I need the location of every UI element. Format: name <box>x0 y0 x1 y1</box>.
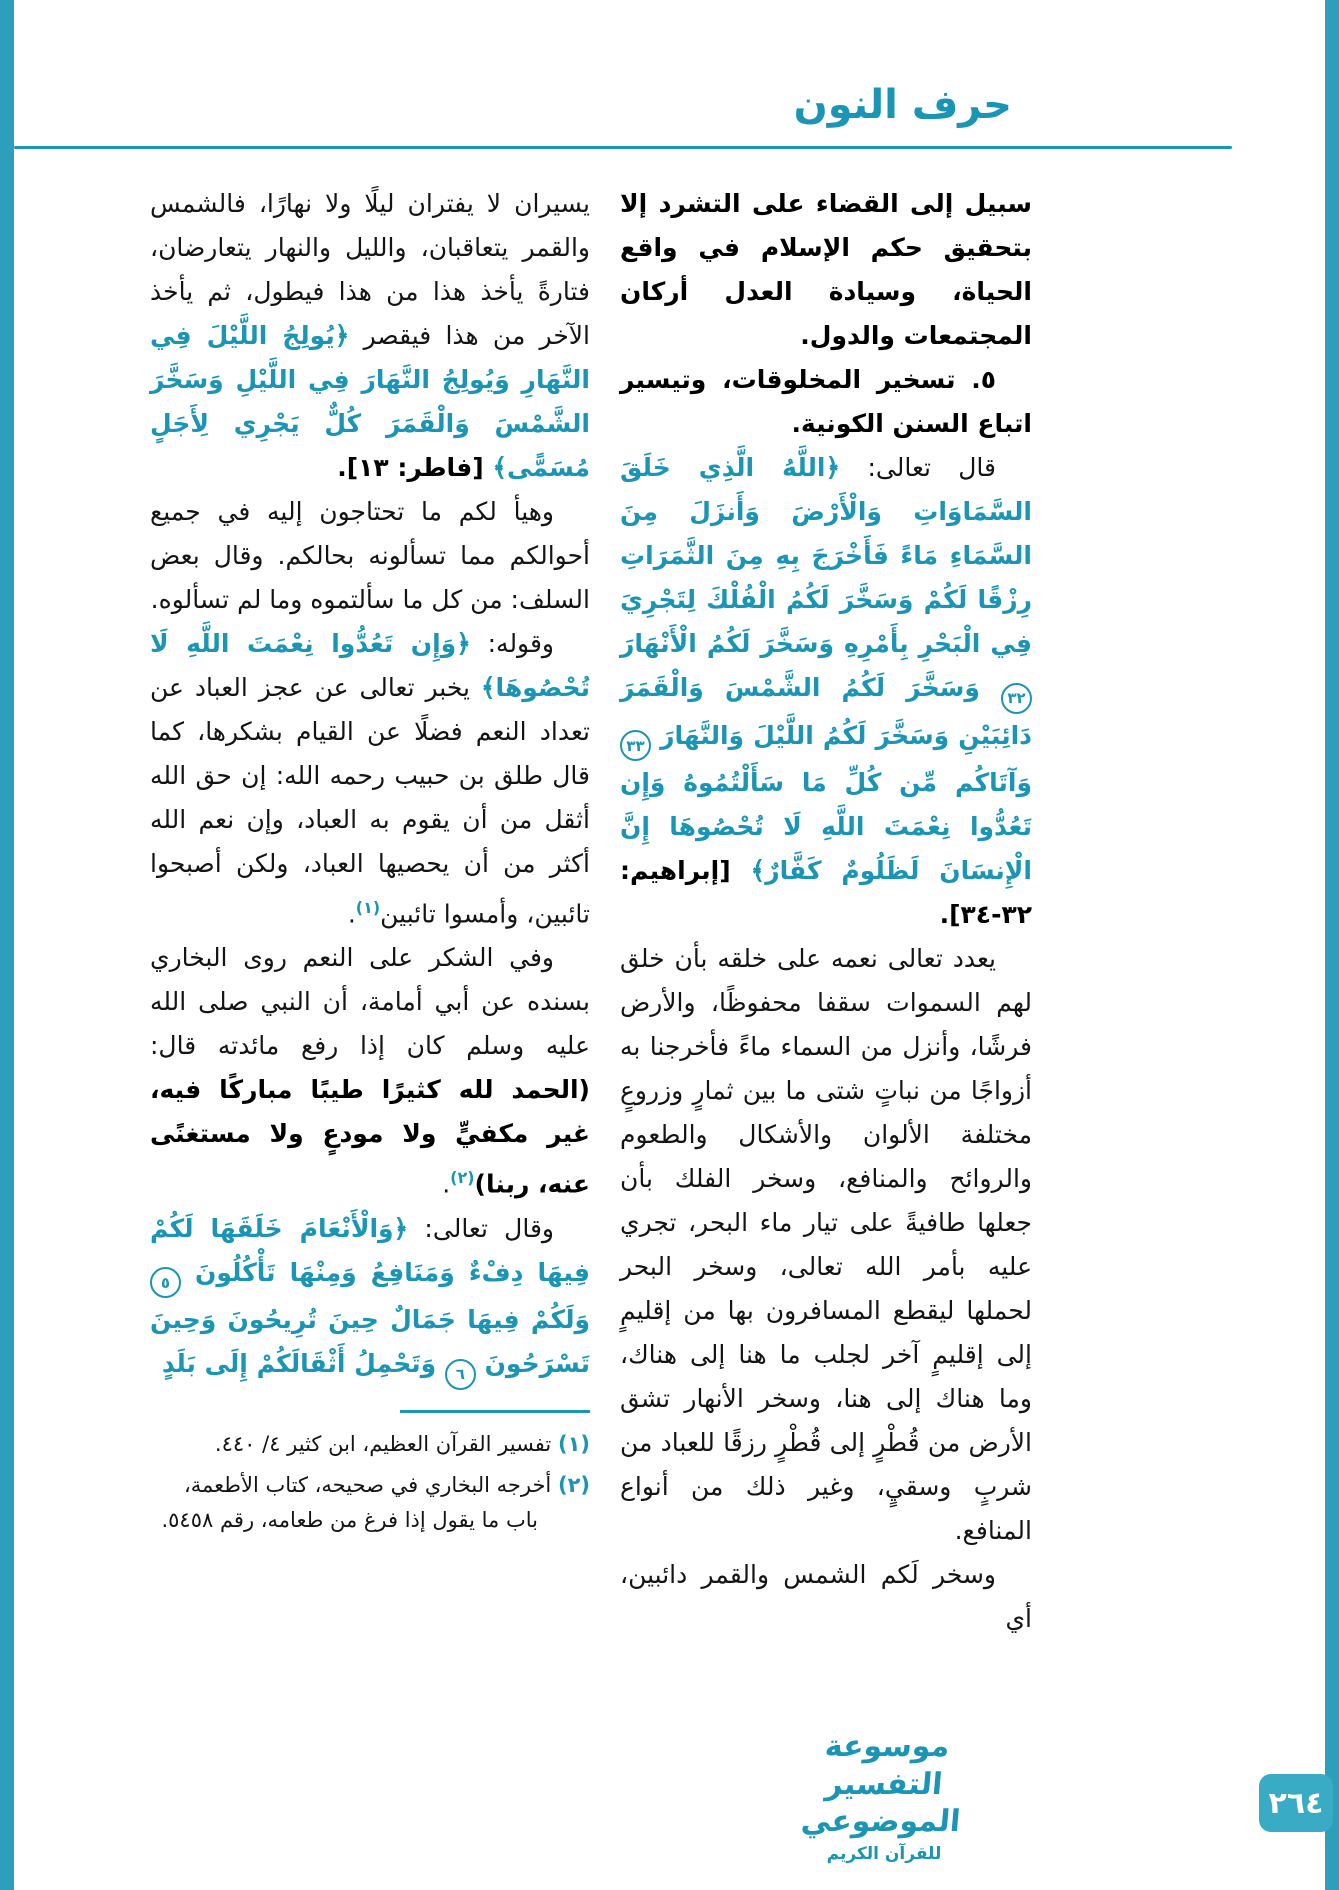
text-segment: . <box>347 899 356 929</box>
publisher-emblem-subtitle: للقرآن الكريم <box>826 1844 942 1864</box>
page-content <box>150 182 1032 1641</box>
header-rule <box>14 146 1232 149</box>
quran-verse: وَآتَاكُم مِّن كُلِّ مَا سَأَلْتُمُوهُ وَإِن تَعُدُّوا نِعْمَتَ اللَّهِ لَا تُحْصُوهَا إِنَّ الْإِنسَانَ لَظَلُومٌ كَفَّارٌ﴾ <box>620 768 1032 885</box>
quran-verse: ﴿يُولِجُ اللَّيْلَ فِي النَّهَارِ وَيُولِجُ النَّهَارَ فِي اللَّيْلِ وَسَخَّرَ الشَّمْسَ وَالْقَمَرَ كُلٌّ يَجْرِي لِأَجَلٍ مُسَمًّى﴾ <box>150 321 590 482</box>
footnote-separator <box>400 1410 590 1413</box>
text-segment: قال تعالى: <box>840 453 996 482</box>
text-segment: يسيران لا يفتران ليلًا ولا نهارًا، فالشمس والقمر يتعاقبان، والليل والنهار يتعارضان، فتارةً يأخذ هذا من هذا فيطول، ثم يأخذ الآخر من هذا فيقصر <box>150 189 590 350</box>
chapter-heading: حرف النون <box>793 82 1012 128</box>
quran-verse: وَلَكُمْ فِيهَا جَمَالٌ حِينَ تُرِيحُونَ وَحِينَ تَسْرَحُونَ <box>150 1305 590 1379</box>
footnote-marker: (٢) <box>450 1168 475 1188</box>
commentary-paragraph <box>150 622 590 936</box>
verse-reference: [إبراهيم: ٣٢-٣٤]. <box>620 856 1032 929</box>
continuation-paragraph <box>620 182 1032 358</box>
text-segment: . <box>442 1169 451 1199</box>
footnote-marker: (١) <box>355 898 381 917</box>
footnote-number: (٢) <box>557 1472 590 1497</box>
text-segment: وهيأ لكم ما تحتاجون إليه في جميع أحوالكم مما تسألونه بحالكم. وقال بعض السلف: من كل ما سألتموه وما لم تسألوه. <box>150 497 590 614</box>
aya-number: ٣٢ <box>1001 683 1032 714</box>
page-border-right <box>1325 0 1339 1890</box>
page-number: ٢٦٤ <box>1268 1785 1324 1821</box>
footnote-number: (١) <box>557 1431 590 1456</box>
commentary-paragraph <box>620 937 1032 1553</box>
aya-number: ٣٣ <box>620 730 651 761</box>
quran-quote-ibrahim <box>620 446 1032 937</box>
text-segment: وقال تعالى: <box>408 1213 554 1243</box>
text-segment: وفي الشكر على النعم روى البخاري بسنده عن أبي أمامة، أن النبي صلى الله عليه وسلم كان إذا رفع مائدته قال: <box>150 943 590 1061</box>
text-segment: وقوله: <box>470 629 554 658</box>
quran-verse: ﴿وَالْأَنْعَامَ خَلَقَهَا لَكُمْ فِيهَا دِفْءٌ وَمَنَافِعُ وَمِنْهَا تَأْكُلُونَ <box>150 1213 590 1287</box>
text-segment: تفسير القرآن العظيم، ابن كثير ٤/ ٤٤٠. <box>214 1431 558 1456</box>
hadith-paragraph <box>150 936 590 1206</box>
footnote-1 <box>150 1427 590 1462</box>
text-segment: يعدد تعالى نعمه على خلقه بأن خلق لهم السموات سقفا محفوظًا، والأرض فرشًا، وأنزل من السماء ماءً فأخرجنا به أزواجًا من نباتٍ شتى ما بين ثمارٍ وزروعٍ مختلفة الألوان والأشكال والطعوم والروائح والمنافع، وسخر الفلك بأن جعلها طافيةً على تيار ماء البحر، تجري عليه بأمر الله تعالى، وسخر البحر لحملها ليقطع المسافرون بها من إقليمٍ إلى إقليمٍ آخر لجلب ما هنا إلى هناك، وما هناك إلى هنا، وسخر الأنهار تشق الأرض من قُطْرٍ إلى قُطْرٍ رزقًا للعباد من شربٍ وسقيٍ، وغير ذلك من أنواع المنافع. <box>620 944 1032 1545</box>
publisher-emblem-title: موسوعة التفسير الموضوعي <box>799 1728 962 1839</box>
text-segment: يخبر تعالى عن عجز العباد عن تعداد النعم فضلًا عن القيام بشكرها، كما قال طلق بن حبيب رحمه الله: إن حق الله أثقل من أن يقوم به العباد، وإن نعم الله أكثر من أن يحصيها العباد، ولكن أصبحوا تائبين، وأمسوا تائبين <box>150 673 590 929</box>
quran-verse: ﴿اللَّهُ الَّذِي خَلَقَ السَّمَاوَاتِ وَالْأَرْضَ وَأَنزَلَ مِنَ السَّمَاءِ مَاءً فَأَخْرَجَ بِهِ مِنَ الثَّمَرَاتِ رِزْقًا لَكُمْ وَسَخَّرَ لَكُمُ الْفُلْكَ لِتَجْرِيَ فِي الْبَحْرِ بِأَمْرِهِ وَسَخَّرَ لَكُمُ الْأَنْهَارَ <box>620 453 1032 658</box>
publisher-emblem <box>759 1728 1009 1865</box>
commentary-paragraph <box>620 1553 1032 1641</box>
footnote-2 <box>150 1468 590 1538</box>
column-left-text <box>150 182 590 1390</box>
column-left <box>150 182 590 1641</box>
aya-number: ٦ <box>445 1359 476 1390</box>
continuation-paragraph <box>150 182 590 490</box>
text-segment: وسخر لَكم الشمس والقمر دائبين، أي <box>620 1560 1032 1633</box>
footnotes <box>150 1427 590 1538</box>
text-segment: (الحمد لله كثيرًا طيبًا مباركًا فيه، غير مكفيٍّ ولا مودعٍ ولا مستغنًى عنه، ربنا) <box>150 1075 590 1199</box>
quran-verse: ﴿وَإِن تَعُدُّوا نِعْمَتَ اللَّهِ لَا تُحْصُوهَا﴾ <box>150 629 590 702</box>
text-segment: سبيل إلى القضاء على التشرد إلا بتحقيق حكم الإسلام في واقع الحياة، وسيادة العدل أركان المجتمعات والدول. <box>620 189 1032 350</box>
quran-verse: وَسَخَّرَ لَكُمُ الشَّمْسَ وَالْقَمَرَ دَائِبَيْنِ وَسَخَّرَ لَكُمُ اللَّيْلَ وَالنَّهَارَ <box>620 673 1032 750</box>
list-item-5-heading <box>620 358 1032 446</box>
column-right <box>620 182 1032 1641</box>
page-border-left <box>0 0 14 1890</box>
quran-verse: وَتَحْمِلُ أَثْقَالَكُمْ إِلَى بَلَدٍ <box>161 1349 445 1379</box>
page-number-badge <box>1259 1774 1333 1832</box>
quran-quote-nahl <box>150 1207 590 1390</box>
text-segment: أخرجه البخاري في صحيحه، كتاب الأطعمة، باب ما يقول إذا فرغ من طعامه، رقم ٥٤٥٨. <box>161 1472 558 1532</box>
verse-reference: [فاطر: ١٣]. <box>337 453 493 482</box>
commentary-paragraph <box>150 490 590 622</box>
aya-number: ٥ <box>150 1267 181 1298</box>
text-segment: ٥. تسخير المخلوقات، وتيسير اتباع السنن الكونية. <box>620 365 1032 438</box>
